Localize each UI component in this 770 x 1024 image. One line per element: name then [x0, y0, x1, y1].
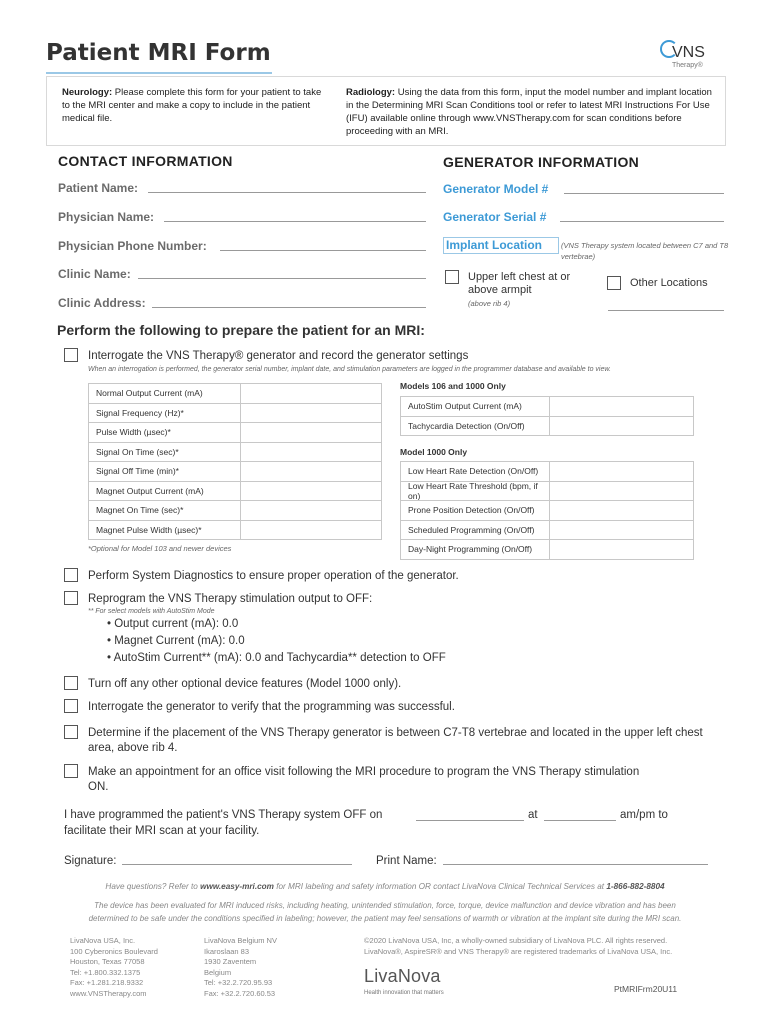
- task-appointment-label: Make an appointment for an office visit following the MRI procedure to program the VNS Therapy stimulation ON.: [88, 766, 640, 793]
- radiology-instructions: [346, 86, 720, 138]
- physician-name-label: Physician Name:: [58, 210, 155, 224]
- setting-label: Signal On Time (sec)*: [88, 442, 241, 463]
- neurology-label: Neurology:: [62, 87, 113, 98]
- copyright: [364, 936, 714, 957]
- bullet-magnet-current: • Magnet Current (mA): 0.0: [107, 635, 245, 647]
- model1000-setting-label: Day-Night Programming (On/Off): [400, 539, 550, 560]
- other-locations-field[interactable]: [608, 310, 724, 311]
- signature-label: Signature:: [64, 855, 117, 867]
- trademark-line: LivaNova®, AspireSR® and VNS Therapy® are registered trademarks of LivaNova USA, Inc.: [364, 946, 673, 956]
- autostim-setting-label: Tachycardia Detection (On/Off): [400, 416, 550, 437]
- generator-heading: GENERATOR INFORMATION: [443, 154, 640, 170]
- clinic-address-field[interactable]: [152, 307, 426, 308]
- copyright-line: ©2020 LivaNova USA, Inc, a wholly-owned subsidiary of LivaNova PLC. All rights reserved.: [364, 936, 668, 945]
- task-interrogate-note: When an interrogation is performed, the generator serial number, implant date, and stimulation parameters are logged in the programmer database and available to view.: [88, 366, 611, 373]
- setting-label: Normal Output Current (mA): [88, 383, 241, 404]
- upper-left-chest-label: Upper left chest at or above armpit: [468, 271, 571, 296]
- belgium-line: Belgium: [204, 967, 232, 977]
- model1000-setting-value-field[interactable]: [549, 461, 694, 482]
- setting-value-field[interactable]: [240, 520, 382, 541]
- statement-time-field[interactable]: [544, 820, 616, 821]
- logo-subtext: Therapy®: [672, 62, 703, 69]
- setting-label: Magnet Output Current (mA): [88, 481, 241, 502]
- task-placement-label: Determine if the placement of the VNS Therapy generator is between C7-T8 vertebrae and located in the upper left chest area, above rib 4.: [88, 727, 703, 754]
- statement-part3: am/pm to: [620, 809, 668, 821]
- usa-line: LivaNova USA, Inc.: [70, 936, 136, 945]
- model-1000-heading: Model 1000 Only: [400, 447, 468, 457]
- task-reprogram-note: ** For select models with AutoStim Mode: [88, 608, 215, 615]
- setting-value-field[interactable]: [240, 461, 382, 482]
- model1000-setting-label: Low Heart Rate Threshold (bpm, if on): [400, 481, 550, 502]
- setting-label: Magnet Pulse Width (µsec)*: [88, 520, 241, 541]
- signature-field[interactable]: [122, 864, 352, 865]
- setting-label: Signal Off Time (min)*: [88, 461, 241, 482]
- neurology-text: Please complete this form for your patient to take to the MRI center and make a copy to include in the patient medical file.: [62, 87, 322, 124]
- setting-value-field[interactable]: [240, 481, 382, 502]
- model1000-setting-value-field[interactable]: [549, 520, 694, 541]
- setting-value-field[interactable]: [240, 422, 382, 443]
- radiology-label: Radiology:: [346, 87, 396, 98]
- autostim-setting-value-field[interactable]: [549, 416, 694, 437]
- title-rule: [46, 72, 272, 74]
- model1000-setting-label: Prone Position Detection (On/Off): [400, 500, 550, 521]
- task-turn-off-features-label: Turn off any other optional device features (Model 1000 only).: [88, 678, 402, 690]
- model1000-setting-label: Low Heart Rate Detection (On/Off): [400, 461, 550, 482]
- support-phone: 1-866-882-8804: [606, 882, 665, 891]
- task-reprogram-label: Reprogram the VNS Therapy stimulation output to OFF:: [88, 593, 373, 605]
- generator-model-field[interactable]: [564, 193, 724, 194]
- questions-text-b: for MRI labeling and safety information OR contact LivaNova Clinical Technical Services at: [273, 882, 607, 891]
- patient-name-field[interactable]: [148, 192, 426, 193]
- model1000-setting-value-field[interactable]: [549, 539, 694, 560]
- belgium-line: Tel: +32.2.720.95.93: [204, 978, 273, 987]
- radiology-text: Using the data from this form, input the model number and implant location in the Determining MRI Scan Conditions tool or refer to latest MRI Instructions For Use (IFU) available online through www.VNSTherapy.com for scan conditions before proceeding with an MRI.: [346, 87, 712, 137]
- task-verify-label: Interrogate the generator to verify that the programming was successful.: [88, 701, 455, 713]
- vns-therapy-logo: [660, 40, 720, 72]
- model1000-setting-value-field[interactable]: [549, 500, 694, 521]
- task-placement-checkbox[interactable]: [64, 725, 78, 739]
- clinic-address-label: Clinic Address:: [58, 296, 146, 310]
- models-106-heading: Models 106 and 1000 Only: [400, 381, 506, 391]
- task-diagnostics-label: Perform System Diagnostics to ensure proper operation of the generator.: [88, 570, 459, 582]
- belgium-line: 1930 Zaventem: [204, 957, 257, 966]
- livanova-logo: LivaNova: [364, 966, 441, 986]
- belgium-line: Fax: +32.2.720.60.53: [204, 988, 276, 998]
- logo-text: VNS: [672, 44, 705, 61]
- prep-heading: Perform the following to prepare the patient for an MRI:: [57, 322, 425, 338]
- setting-label: Pulse Width (µsec)*: [88, 422, 241, 443]
- task-interrogate-label: Interrogate the VNS Therapy® generator and record the generator settings: [88, 350, 469, 362]
- belgium-line: Ikaroslaan 83: [204, 946, 250, 956]
- questions-text-a: Have questions? Refer to: [105, 882, 201, 891]
- physician-phone-field[interactable]: [220, 250, 426, 251]
- autostim-setting-value-field[interactable]: [549, 396, 694, 417]
- belgium-line: LivaNova Belgium NV: [204, 936, 277, 945]
- implant-location-label: Implant Location: [446, 238, 542, 252]
- statement-part2: at: [528, 809, 538, 821]
- questions-line: [0, 882, 770, 891]
- bullet-output-current: • Output current (mA): 0.0: [107, 618, 239, 630]
- setting-label: Signal Frequency (Hz)*: [88, 403, 241, 424]
- physician-name-field[interactable]: [164, 221, 426, 222]
- setting-label: Magnet On Time (sec)*: [88, 500, 241, 521]
- implant-location-note: (VNS Therapy system located between C7 and T8 vertebrae): [561, 241, 729, 261]
- contact-heading: CONTACT INFORMATION: [58, 153, 233, 169]
- optional-note: *Optional for Model 103 and newer devices: [88, 544, 232, 553]
- autostim-setting-label: AutoStim Output Current (mA): [400, 396, 550, 417]
- livanova-tagline: Health innovation that matters: [364, 990, 444, 996]
- page-title: Patient MRI Form: [46, 40, 271, 66]
- setting-value-field[interactable]: [240, 500, 382, 521]
- generator-serial-label: Generator Serial #: [443, 210, 547, 224]
- print-name-label: Print Name:: [376, 855, 437, 867]
- statement-date-field[interactable]: [416, 820, 524, 821]
- form-code: PtMRIFrm20U11: [614, 984, 678, 994]
- usa-line: Houston, Texas 77058: [70, 957, 145, 966]
- physician-phone-label: Physician Phone Number:: [58, 239, 207, 253]
- upper-left-chest-checkbox[interactable]: [445, 270, 459, 284]
- setting-value-field[interactable]: [240, 442, 382, 463]
- disclaimer-line-1: The device has been evaluated for MRI induced risks, including heating, unintended stimulation, force, torque, device malfunction and device vibration and has been: [94, 901, 676, 910]
- task-reprogram-checkbox[interactable]: [64, 591, 78, 605]
- other-locations-checkbox[interactable]: [607, 276, 621, 290]
- model1000-setting-value-field[interactable]: [549, 481, 694, 502]
- easy-mri-link[interactable]: www.easy-mri.com: [200, 882, 274, 891]
- upper-left-chest-note: (above rib 4): [468, 299, 511, 308]
- usa-line: 100 Cyberonics Boulevard: [70, 946, 158, 956]
- task-turn-off-features-checkbox[interactable]: [64, 676, 78, 690]
- usa-website: www.VNSTherapy.com: [70, 988, 147, 998]
- print-name-field[interactable]: [443, 864, 708, 865]
- clinic-name-field[interactable]: [138, 278, 426, 279]
- clinic-name-label: Clinic Name:: [58, 267, 131, 281]
- generator-serial-field[interactable]: [560, 221, 724, 222]
- task-interrogate-checkbox[interactable]: [64, 348, 78, 362]
- task-verify-checkbox[interactable]: [64, 699, 78, 713]
- statement-part1: I have programmed the patient's VNS Therapy system OFF on: [64, 809, 383, 821]
- belgium-address: [204, 936, 277, 999]
- usa-address: [70, 936, 158, 999]
- task-appointment-checkbox[interactable]: [64, 764, 78, 778]
- usa-line: Fax: +1.281.218.9332: [70, 978, 144, 987]
- task-diagnostics-checkbox[interactable]: [64, 568, 78, 582]
- disclaimer-line-2: determined to be safe under the conditions specified in labeling; however, the patient may feel sensations of warmth or vibration at the implant site during the MRI scan.: [88, 914, 682, 923]
- other-locations-label: Other Locations: [630, 277, 708, 289]
- neurology-instructions: [62, 86, 324, 125]
- bullet-autostim-current: • AutoStim Current** (mA): 0.0 and Tachycardia** detection to OFF: [107, 652, 446, 664]
- setting-value-field[interactable]: [240, 403, 382, 424]
- patient-name-label: Patient Name:: [58, 181, 139, 195]
- model1000-setting-label: Scheduled Programming (On/Off): [400, 520, 550, 541]
- setting-value-field[interactable]: [240, 383, 382, 404]
- generator-model-label: Generator Model #: [443, 182, 549, 196]
- statement-part4: facilitate their MRI scan at your facility.: [64, 825, 260, 837]
- usa-line: Tel: +1.800.332.1375: [70, 967, 141, 977]
